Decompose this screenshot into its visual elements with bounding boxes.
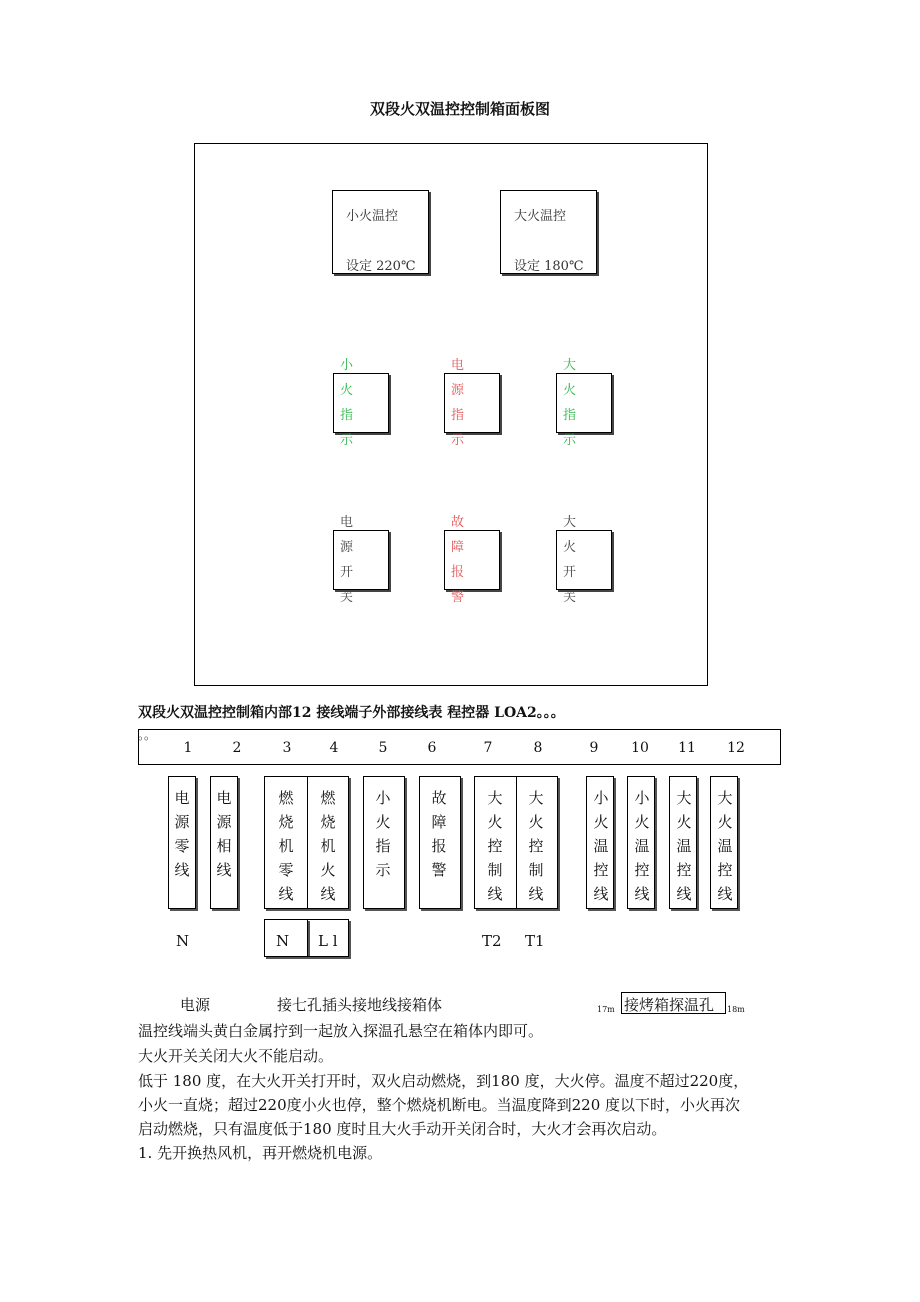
probe-label: 接烤箱探温孔 — [624, 996, 715, 1014]
terminal-number: 11 — [678, 740, 696, 756]
ground-label: 接七孔插头接地线接箱体 — [277, 996, 443, 1014]
indicator-label: 指 示 — [563, 408, 583, 448]
alarm-label: 故 障 — [451, 515, 471, 555]
indicator-label: 大 火 — [563, 358, 583, 398]
terminal-number: 3 — [282, 740, 292, 756]
t2-mark: T2 — [482, 932, 502, 950]
note-line: 小火一直烧；超过220度小火也停，整个燃烧机断电。当温度降到220 度以下时，小火再次 — [138, 1096, 741, 1114]
high-fire-switch[interactable] — [556, 515, 612, 605]
fault-alarm — [444, 515, 500, 605]
terminal-number: 9 — [589, 740, 599, 756]
live-box-label: L l — [318, 932, 338, 950]
power-indicator — [444, 358, 500, 448]
note-line: 1. 先开换热风机，再开燃烧机电源。 — [138, 1144, 383, 1162]
controller-name: 大火温控 — [514, 209, 567, 224]
table-dots: 。。 — [138, 728, 157, 742]
terminal-label: 大火控制线 — [528, 789, 544, 903]
length-18m: 18m — [727, 1005, 745, 1014]
note-line: 低于 180 度，在大火开关打开时，双火启动燃烧，到180 度，大火停。温度不超过220度， — [138, 1072, 749, 1090]
switch-label: 开 关 — [563, 565, 583, 605]
terminal-label: 大火温控线 — [676, 789, 692, 903]
terminal-label: 小火温控线 — [593, 789, 609, 903]
low-fire-indicator — [333, 358, 389, 448]
note-line: 温控线端头黄白金属拧到一起放入探温孔悬空在箱体内即可。 — [138, 1022, 544, 1040]
terminal-label: 电源相线 — [216, 789, 232, 879]
terminal-label: 大火温控线 — [717, 789, 733, 903]
terminal-number: 1 — [183, 740, 193, 756]
terminal-label: 燃烧机火线 — [320, 789, 336, 903]
length-17m: 17m — [597, 1005, 615, 1014]
high-fire-temp-controller — [500, 190, 597, 274]
terminal-number: 5 — [378, 740, 388, 756]
terminal-label: 电源零线 — [174, 789, 190, 879]
note-line: 大火开关关闭大火不能启动。 — [138, 1047, 334, 1065]
wiring-table-title: 双段火双温控控制箱内部12 接线端子外部接线表 程控器 LOA2。。。 — [138, 705, 565, 721]
controller-name: 小火温控 — [346, 209, 399, 224]
terminal-number: 10 — [631, 740, 649, 756]
terminal-number: 7 — [483, 740, 493, 756]
indicator-label: 小 火 — [340, 358, 360, 398]
terminal-number: 4 — [329, 740, 339, 756]
terminal-number: 6 — [427, 740, 437, 756]
neutral-mark: N — [176, 932, 190, 950]
indicator-label: 指 示 — [451, 408, 471, 448]
controller-setting: 设定 180℃ — [514, 259, 584, 274]
terminal-label: 小火指示 — [375, 789, 391, 879]
low-fire-temp-controller — [332, 190, 429, 274]
terminal-number: 2 — [232, 740, 242, 756]
t1-mark: T1 — [525, 932, 545, 950]
switch-label: 电 源 — [340, 515, 360, 555]
page-title: 双段火双温控控制箱面板图 — [369, 100, 550, 118]
terminal-label: 故障报警 — [431, 789, 447, 879]
terminal-number: 8 — [533, 740, 543, 756]
terminal-label: 大火控制线 — [487, 789, 503, 903]
switch-label: 开 关 — [340, 565, 360, 605]
note-line: 启动燃烧，只有温度低于180 度时且大火手动开关闭合时，大火才会再次启动。 — [138, 1120, 667, 1138]
indicator-label: 指 示 — [340, 408, 360, 448]
terminal-label: 燃烧机零线 — [278, 789, 294, 903]
terminal-number: 12 — [727, 740, 745, 756]
indicator-label: 电 源 — [451, 358, 471, 398]
high-fire-indicator — [556, 358, 612, 448]
switch-label: 大 火 — [563, 515, 583, 555]
alarm-label: 报 警 — [451, 565, 471, 605]
terminal-label: 小火温控线 — [634, 789, 650, 903]
power-label: 电源 — [180, 996, 211, 1014]
controller-setting: 设定 220℃ — [346, 259, 416, 274]
neutral-box-label: N — [276, 932, 290, 950]
power-switch[interactable] — [333, 515, 389, 605]
